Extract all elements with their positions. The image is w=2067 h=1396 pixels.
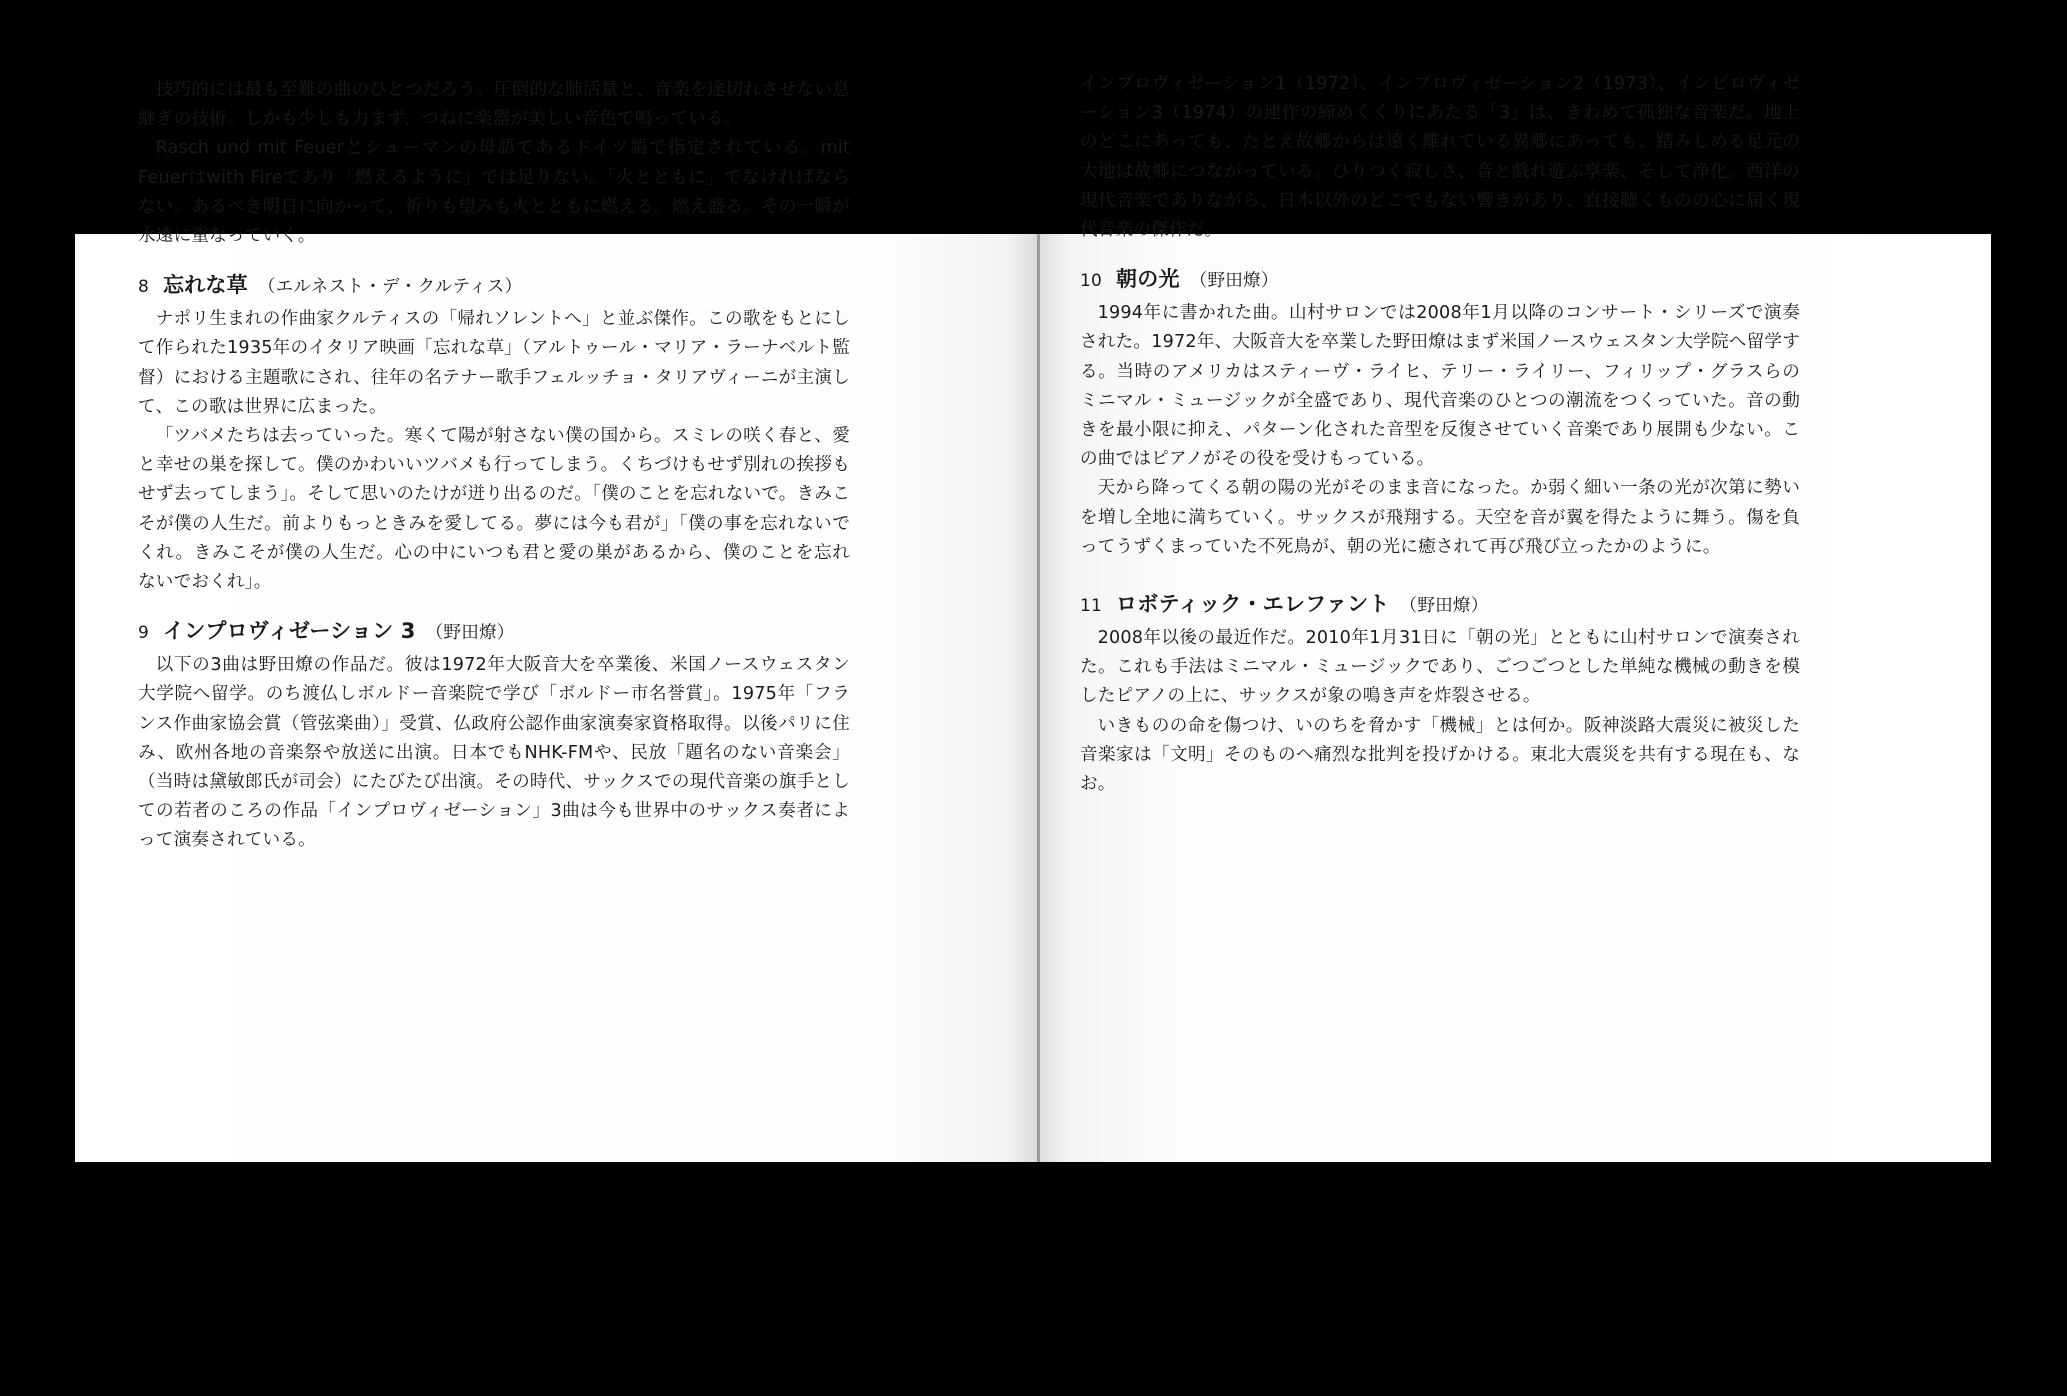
track-number: 9: [138, 623, 150, 644]
section-11-heading: [1080, 588, 1800, 622]
section-11-paragraph: 2008年以後の最近作だ。2010年1月31日に「朝の光」とともに山村サロンで演奏された。これも手法はミニマル・ミュージックであり、ごつごつとした単純な機械の動きを模したピアノの上に、サックスが象の鳴き声を炸裂させる。: [1080, 628, 1800, 707]
right-page-text: [1080, 70, 1800, 799]
section-10-heading: [1080, 263, 1800, 297]
section-10-paragraph: 1994年に書かれた曲。山村サロンでは2008年1月以降のコンサート・シリーズで演奏された。1972年、大阪音大を卒業した野田燎はまず米国ノースウェスタン大学院へ留学する。当時のアメリカはスティーヴ・ライヒ、テリー・ライリー、フィリップ・グラスらのミニマル・ミュージックが全盛であり、現代音楽のひとつの潮流をつくっていた。音の動きを最小限に抑え、パターン化された音型を反復させていく音楽であり展開も少ない。この曲ではピアノがその役を受けもっている。: [1080, 303, 1800, 470]
section-8-paragraph: 「ツバメたちは去っていった。寒くて陽が射さない僕の国から。スミレの咲く春と、愛と幸せの巣を探して。僕のかわいいツバメも行ってしまう。くちづけもせず別れの挨拶もせず去ってしまう」。そして思いのたけが迸り出るのだ。「僕のことを忘れないで。きみこそが僕の人生だ。前よりもっときみを愛してる。夢には今も君が」「僕の事を忘れないでくれ。きみこそが僕の人生だ。心の中にいつも君と愛の巣があるから、僕のことを忘れないでおくれ」。: [138, 426, 850, 593]
section-9-heading: [138, 615, 850, 649]
track-composer: （野田燎）: [425, 623, 515, 644]
track-title: 忘れな草: [163, 273, 248, 298]
section-10-paragraph: 天から降ってくる朝の陽の光がそのまま音になった。か弱く細い一条の光が次第に勢いを増し全地に満ちていく。サックスが飛翔する。天空を音が翼を得たように舞う。傷を負ってうずくまっていた不死鳥が、朝の光に癒されて再び飛び立ったかのように。: [1080, 478, 1800, 557]
intro-paragraph: 技巧的には最も至難の曲のひとつだろう。圧倒的な肺活量と、音楽を途切れさせない息継ぎの技術。しかも少しも力まず、つねに楽器が美しい音色で鳴っている。: [138, 80, 850, 130]
intro-paragraph: Rasch und mit Feuerとシューマンの母語であるドイツ語で指定されている。mit Feuerはwith Fireであり「燃えるように」では足りない。「火とともに」でなければならない。あるべき明日に向かって、祈りも望みも火とともに燃える。燃え盛る。その一瞬が永遠に重なっていく。: [138, 138, 850, 247]
track-number: 8: [138, 277, 150, 298]
track-number: 11: [1080, 596, 1103, 617]
intro-paragraph: インプロヴィゼーション1（1972）、インプロヴィゼーション2（1973）、インピロヴィゼーション3（1974）の連作の締めくくりにあたる「3」は、きわめて孤独な音楽だ。地上のどこにあっても、たとえ故郷からは遠く離れている異郷にあっても、踏みしめる足元の大地は故郷につながっている。ひりつく寂しさ、音と戯れ遊ぶ享楽、そして浄化。西洋の現代音楽でありながら、日本以外のどこでもない響きがあり、直接聴くものの心に届く現代音楽の傑作だ。: [1080, 74, 1800, 241]
section-9-paragraph: 以下の3曲は野田燎の作品だ。彼は1972年大阪音大を卒業後、米国ノースウェスタン大学院へ留学。のち渡仏しボルドー音楽院で学び「ボルドー市名誉賞」。1975年「フランス作曲家協会賞（管弦楽曲）」受賞、仏政府公認作曲家演奏家資格取得。以後パリに住み、欧州各地の音楽祭や放送に出演。日本でもNHK-FMや、民放「題名のない音楽会」（当時は黛敏郎氏が司会）にたびたび出演。その時代、サックスでの現代音楽の旗手としての若者のころの作品「インプロヴィゼーション」3曲は今も世界中のサックス奏者によって演奏されている。: [138, 655, 850, 851]
section-11-paragraph: いきものの命を傷つけ、いのちを脅かす「機械」とは何か。阪神淡路大震災に被災した音楽家は「文明」そのものへ痛烈な批判を投げかける。東北大震災を共有する現在も、なお。: [1080, 715, 1800, 795]
track-composer: （野田燎）: [1399, 596, 1489, 617]
section-8-heading: [138, 269, 850, 303]
track-composer: （野田燎）: [1189, 271, 1279, 292]
track-number: 10: [1080, 271, 1103, 292]
track-title: ロボティック・エレファント: [1116, 592, 1390, 617]
booklet-gutter: [1037, 234, 1040, 1162]
track-title: 朝の光: [1116, 267, 1180, 292]
track-composer: （エルネスト・デ・クルティス）: [257, 277, 523, 298]
left-page-text: [138, 76, 850, 856]
track-title: インプロヴィゼーション 3: [163, 619, 416, 644]
section-8-paragraph: ナポリ生まれの作曲家クルティスの「帰れソレントへ」と並ぶ傑作。この歌をもとにして作られた1935年のイタリア映画「忘れな草」（アルトゥール・マリア・ラーナベルト監督）における主題歌にされ、往年の名テナー歌手フェルッチョ・タリアヴィーニが主演して、この歌は世界に広まった。: [138, 309, 850, 417]
